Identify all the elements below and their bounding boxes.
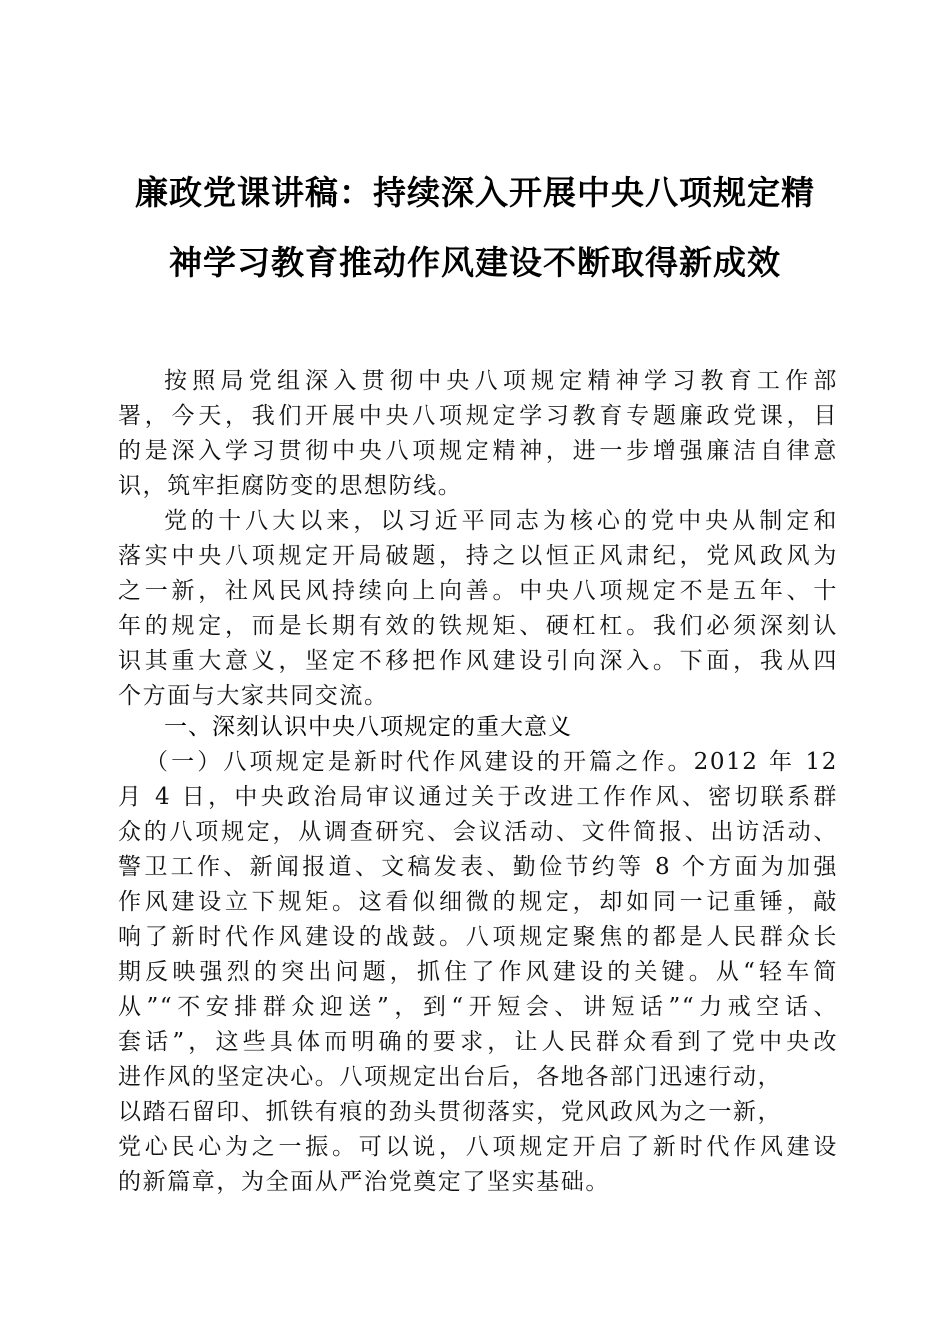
paragraph-3-line: 从”“不安排群众迎送”，到“开短会、讲短话”“力戒空话、 bbox=[118, 994, 838, 1020]
paragraph-1-line: 署，今天，我们开展中央八项规定学习教育专题廉政党课，目 bbox=[118, 403, 838, 429]
paragraph-3-line: 警卫工作、新闻报道、文稿发表、勤俭节约等 8 个方面为加强 bbox=[118, 854, 838, 880]
paragraph-3-line: 套话”，这些具体而明确的要求，让人民群众看到了党中央改 bbox=[118, 1029, 838, 1055]
paragraph-3-line: 响了新时代作风建设的战鼓。八项规定聚焦的都是人民群众长 bbox=[118, 924, 838, 950]
paragraph-1-line: 的是深入学习贯彻中央八项规定精神，进一步增强廉洁自律意 bbox=[118, 438, 838, 464]
paragraph-3-line: 以踏石留印、抓铁有痕的劲头贯彻落实，党风政风为之一新， bbox=[118, 1099, 783, 1125]
paragraph-3-line: 期反映强烈的突出问题，抓住了作风建设的关键。从“轻车简 bbox=[118, 959, 838, 985]
paragraph-2-line: 个方面与大家共同交流。 bbox=[118, 683, 389, 709]
paragraph-3-line: 进作风的坚定决心。八项规定出台后，各地各部门迅速行动， bbox=[118, 1064, 783, 1090]
paragraph-3-line: 众的八项规定，从调查研究、会议活动、文件简报、出访活动、 bbox=[118, 819, 838, 845]
section-heading: 一、深刻认识中央八项规定的重大意义 bbox=[164, 714, 572, 740]
document-title-line-2: 神学习教育推动作风建设不断取得新成效 bbox=[169, 243, 781, 282]
paragraph-2-line: 识其重大意义，坚定不移把作风建设引向深入。下面，我从四 bbox=[118, 648, 838, 674]
paragraph-2-line: 落实中央八项规定开局破题，持之以恒正风肃纪，党风政风为 bbox=[118, 543, 838, 569]
paragraph-3-line: 月 4 日，中央政治局审议通过关于改进工作作风、密切联系群 bbox=[118, 784, 838, 810]
paragraph-2-line: 年的规定，而是长期有效的铁规矩、硬杠杠。我们必须深刻认 bbox=[118, 613, 838, 639]
paragraph-3-line: （一）八项规定是新时代作风建设的开篇之作。2012 年 12 bbox=[145, 749, 838, 775]
paragraph-3-line: 的新篇章，为全面从严治党奠定了坚实基础。 bbox=[118, 1169, 610, 1195]
paragraph-3-line: 作风建设立下规矩。这看似细微的规定，却如同一记重锤，敲 bbox=[118, 889, 838, 915]
paragraph-2-line: 之一新，社风民风持续向上向善。中央八项规定不是五年、十 bbox=[118, 578, 838, 604]
paragraph-3-line: 党心民心为之一振。可以说，八项规定开启了新时代作风建设 bbox=[118, 1134, 838, 1160]
document-title-line-1: 廉政党课讲稿：持续深入开展中央八项规定精 bbox=[135, 173, 815, 212]
paragraph-1-line: 识，筑牢拒腐防变的思想防线。 bbox=[118, 473, 463, 499]
paragraph-1-line: 按照局党组深入贯彻中央八项规定精神学习教育工作部 bbox=[164, 368, 838, 394]
paragraph-2-line: 党的十八大以来，以习近平同志为核心的党中央从制定和 bbox=[164, 508, 838, 534]
